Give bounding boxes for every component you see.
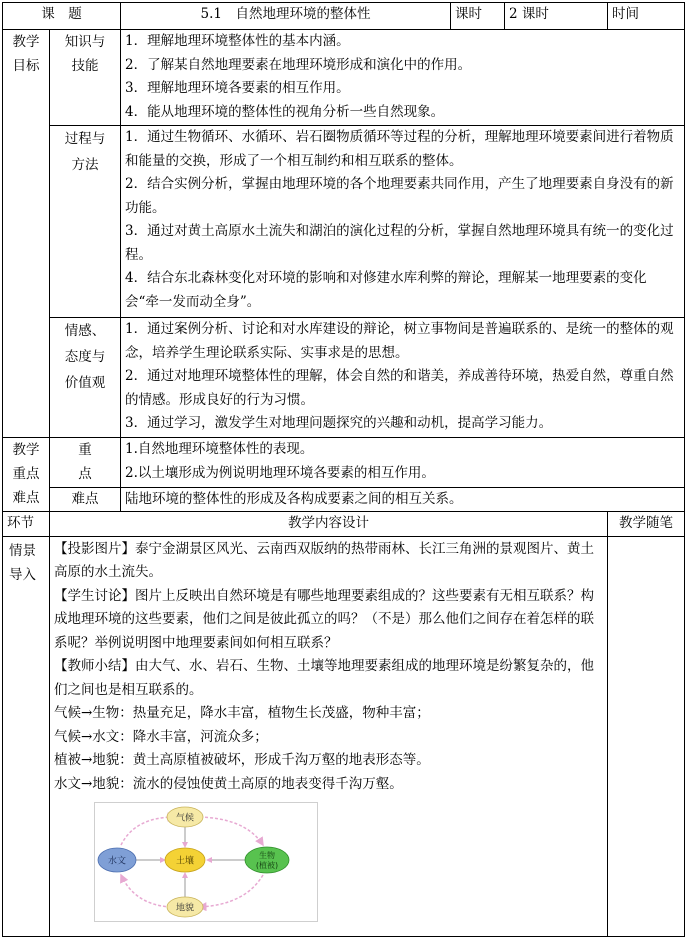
- node-climate-label: 气候: [175, 813, 195, 824]
- knowledge-item: 3．理解地理环境各要素的相互作用。: [125, 80, 350, 96]
- emotion-item: 2．通过对地理环境整体性的理解，体会自然的和谐美，养成善待环境，热爱自然，尊重自然的情感。形成良好的行为习惯。: [125, 368, 674, 408]
- stage-label-text: 情景导入: [9, 542, 36, 583]
- design-content-row: [3, 536, 685, 936]
- stage-label: [3, 536, 50, 936]
- knowledge-label-text: 知识与技能: [64, 34, 106, 74]
- design-paragraph: 【投影图片】泰宁金湖景区风光、云南西双版纳的热带雨林、长江三角洲的景观图片、黄土高原的水土流失。: [54, 540, 594, 580]
- lesson-plan-table: [2, 2, 685, 937]
- design-header-row: [3, 512, 685, 537]
- design-paragraph: 植被→地貌：黄土高原植被破坏，形成千沟万壑的地表形态等。: [54, 752, 430, 768]
- knowledge-items: [121, 30, 685, 126]
- key-points-label: [3, 438, 50, 512]
- emotion-item: 1．通过案例分析、讨论和对水库建设的辩论，树立事物间是普遍联系的、是统一的整体的观念，培养学生理论联系实际、实事求是的思想。: [125, 321, 674, 361]
- goals-knowledge-row: [3, 30, 685, 126]
- knowledge-item: 4．能从地理环境的整体性的视角分析一些自然现象。: [125, 103, 445, 120]
- process-item: 2．结合实例分析，掌握由地理环境的各个地理要素共同作用，产生了地理要素自身没有的新功能。: [125, 176, 674, 216]
- key-item: 1.自然地理环境整体性的表现。: [125, 441, 314, 457]
- design-content: [50, 536, 608, 936]
- arrow-climate-to-biology: [195, 817, 263, 845]
- hours-value: 2 课时: [505, 3, 608, 30]
- goals-process-row: [3, 126, 685, 318]
- elements-relationship-diagram: [94, 802, 318, 922]
- notes-header: 教学随笔: [608, 512, 685, 537]
- design-paragraph: 【学生讨论】图片上反映出自然环境是有哪些地理要素组成的？这些要素有无相互联系？构成地理环境的这些要素，他们之间是彼此孤立的吗？（不是）那么他们之间存在着怎样的联系呢？举例说明图中地理要素间如何相互联系？: [54, 587, 594, 651]
- design-paragraph: 气候→水文：降水丰富，河流众多；: [54, 728, 268, 745]
- process-item: 3．通过对黄土高原水土流失和湖泊的演化过程的分析，掌握自然地理环境具有统一的变化过程。: [125, 223, 674, 263]
- key-points-row: [3, 438, 685, 488]
- arrow-biology-to-landform: [199, 875, 263, 907]
- difficult-row: [3, 487, 685, 512]
- node-hydrology-label: 水文: [107, 856, 127, 867]
- knowledge-item: 2．了解某自然地理要素在地理环境形成和演化中的作用。: [125, 56, 472, 73]
- course-title: 5.1 自然地理环境的整体性: [121, 3, 451, 30]
- process-item: 4．结合东北森林变化对环境的影响和对修建水库利弊的辩论，理解某一地理要素的变化会“牵一发而动全身”。: [125, 270, 647, 310]
- goals-label-text: 教学目标: [12, 34, 40, 74]
- arrow-hydrology-to-climate: [121, 817, 175, 845]
- emotion-item: 3．通过学习，激发学生对地理问题探究的兴趣和动机，提高学习能力。: [125, 415, 553, 431]
- design-paragraph: 水文→地貌：流水的侵蚀使黄土高原的地表变得千沟万壑。: [54, 775, 403, 792]
- content-header: 教学内容设计: [50, 512, 608, 537]
- difficult-label: 难点: [50, 487, 121, 512]
- key-label: [50, 438, 121, 488]
- diagram-wrap: [54, 796, 603, 924]
- key-item: 2.以土壤形成为例说明地理环境各要素的相互作用。: [125, 464, 435, 481]
- stage-header: 环节: [3, 512, 50, 537]
- difficult-text: 陆地环境的整体性的形成及各构成要素之间的相互关系。: [121, 487, 685, 512]
- key-label-text: 重点: [78, 442, 92, 482]
- diagram-svg: [95, 803, 317, 921]
- time-label: 时间: [608, 3, 685, 30]
- key-points-label-text: 教学重点难点: [12, 442, 40, 506]
- node-soil-label: 土壤: [175, 856, 195, 867]
- design-paragraph: 【教师小结】由大气、水、岩石、生物、土壤等地理要素组成的地理环境是纷繁复杂的，他们之间也是相互联系的。: [54, 658, 594, 698]
- process-items: [121, 126, 685, 318]
- design-paragraph: 气候→生物：热量充足，降水丰富，植物生长茂盛，物种丰富；: [54, 705, 430, 721]
- process-item: 1．通过生物循环、水循环、岩石圈物质循环等过程的分析，理解地理环境要素间进行着物质和能量的交换，形成了一个相互制约和相互联系的整体。: [125, 129, 674, 169]
- emotion-label-text: 情感、态度与价值观: [64, 323, 106, 391]
- course-label: 课 题: [3, 3, 121, 30]
- arrow-landform-to-hydrology: [121, 875, 171, 907]
- goals-label: [3, 30, 50, 438]
- hours-label: 课时: [451, 3, 505, 30]
- goals-emotion-row: [3, 318, 685, 438]
- key-items: [121, 438, 685, 488]
- process-label-text: 过程与方法: [64, 131, 106, 173]
- node-biology-label-1: 生物: [259, 851, 275, 860]
- emotion-label: [50, 318, 121, 438]
- knowledge-label: [50, 30, 121, 126]
- emotion-items: [121, 318, 685, 438]
- process-label: [50, 126, 121, 318]
- knowledge-item: 1．理解地理环境整体性的基本内涵。: [125, 33, 350, 49]
- node-landform-label: 地貌: [175, 903, 195, 914]
- node-biology-label-2: (植被): [255, 861, 279, 870]
- notes-cell: [608, 536, 685, 936]
- header-row: [3, 3, 685, 30]
